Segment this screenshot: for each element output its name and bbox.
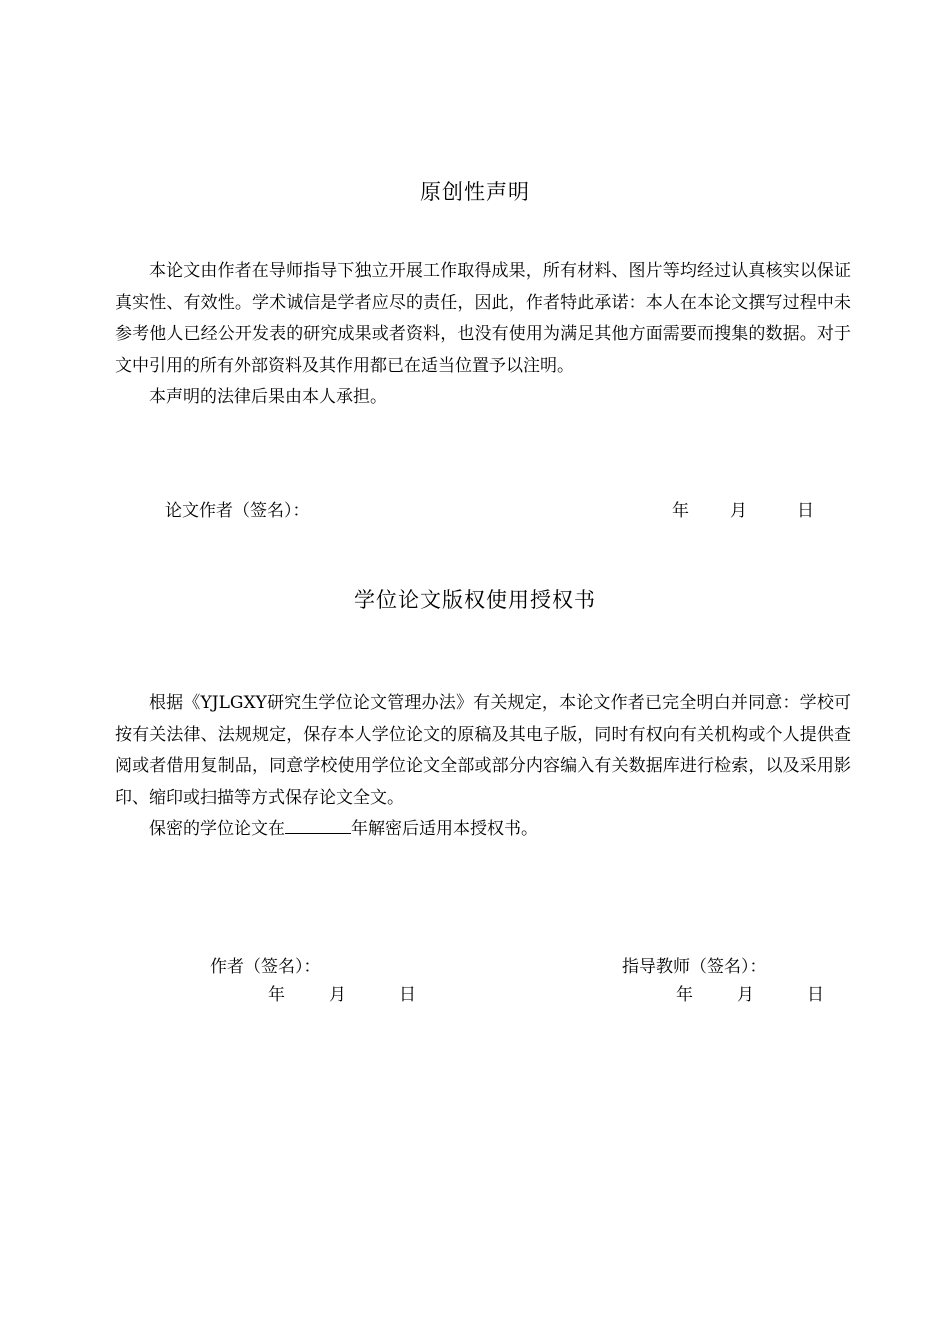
authorization-body: [115, 688, 851, 846]
originality-title: 原创性声明: [420, 180, 530, 204]
originality-date-year: 年: [672, 501, 689, 521]
originality-date-month: 月: [730, 501, 747, 521]
originality-date-day: 日: [797, 501, 814, 521]
originality-body: [115, 256, 851, 414]
originality-signature-label: 论文作者（签名）：: [165, 501, 310, 521]
advisor-date-day: 日: [807, 985, 824, 1005]
advisor-date-year: 年: [676, 985, 693, 1005]
author-date-month: 月: [329, 985, 346, 1005]
confidential-prefix: 保密的学位论文在: [149, 819, 285, 840]
author-signature-label: 作者（签名）：: [210, 957, 321, 977]
confidential-suffix: 年解密后适用本授权书。: [351, 819, 538, 840]
author-date-year: 年: [268, 985, 285, 1005]
authorization-paragraph-2: [115, 814, 851, 846]
confidential-years-blank: [285, 818, 351, 834]
authorization-title: 学位论文版权使用授权书: [354, 588, 596, 612]
advisor-date-month: 月: [737, 985, 754, 1005]
originality-paragraph-2: 本声明的法律后果由本人承担。: [149, 387, 387, 408]
authorization-paragraph-1: 根据《YJLGXY研究生学位论文管理办法》有关规定，本论文作者已完全明白并同意：学校可按有关法律、法规规定，保存本人学位论文的原稿及其电子版，同时有权向有关机构或个人提供查阅或者借用复制品，同意学校使用学位论文全部或部分内容编入有关数据库进行检索，以及采用影印、缩印或扫描等方式保存论文全文。: [115, 693, 851, 808]
author-date-day: 日: [399, 985, 416, 1005]
originality-paragraph-1: 本论文由作者在导师指导下独立开展工作取得成果，所有材料、图片等均经过认真核实以保证真实性、有效性。学术诚信是学者应尽的责任，因此，作者特此承诺：本人在本论文撰写过程中未参考他人已经公开发表的研究成果或者资料，也没有使用为满足其他方面需要而搜集的数据。对于文中引用的所有外部资料及其作用都已在适当位置予以注明。: [115, 261, 851, 376]
advisor-signature-label: 指导教师（签名）：: [622, 957, 767, 977]
